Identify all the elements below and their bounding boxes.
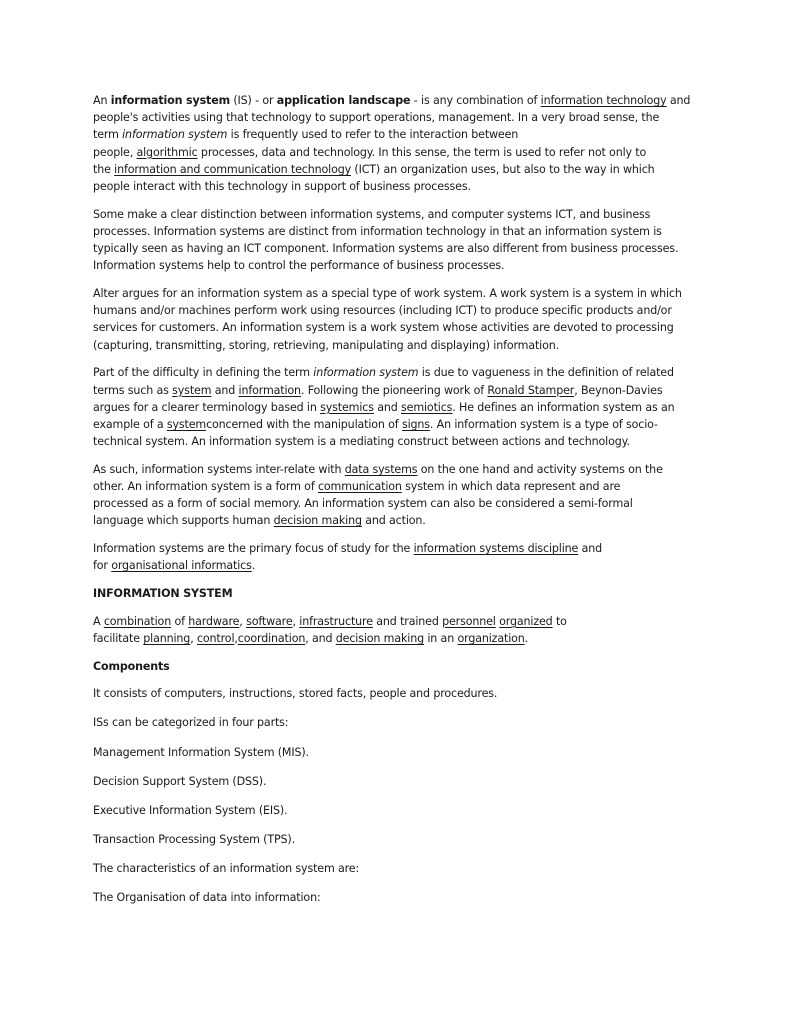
text-run: Some make a clear distinction between information systems, and computer systems ICT, and business [93,207,651,221]
bold-text: INFORMATION SYSTEM [93,587,233,601]
text-run: other. An information system is a form of [93,480,318,494]
hyperlink[interactable]: data systems [344,462,418,476]
text-run: typically seen as having an ICT component. Information systems are also different from business processes. [93,242,679,256]
bold-text: Components [93,659,170,673]
text-run: concerned with the manipulation of [206,417,402,431]
text-run: people interact with this technology in support of business processes. [93,180,471,194]
text-run: services for customers. An information system is a work system whose activities are devoted to processing [93,321,674,335]
hyperlink[interactable]: system [172,383,212,397]
hyperlink[interactable]: information [238,383,301,397]
text-line [93,399,711,416]
text-line [93,319,711,336]
text-line [93,540,711,557]
hyperlink[interactable]: hardware [188,614,240,628]
text-run: , and [305,631,336,645]
text-run: An [93,94,111,107]
text-run: . An information system is a type of socio- [429,417,658,431]
text-run: people, [93,145,137,159]
text-run: , [234,631,238,645]
text-run: and action. [361,514,426,528]
paragraph [93,285,711,354]
text-run: system in which data represent and are [401,480,621,494]
list-line: Decision Support System (DSS). [93,774,267,788]
text-run: (capturing, transmitting, storing, retrieving, manipulating and displaying) information. [93,338,560,352]
text-run: (ICT) an organization uses, but also to the way in which [351,162,655,176]
text-run: on the one hand and activity systems on the [417,462,663,476]
text-line [93,161,711,178]
hyperlink[interactable]: organized [499,614,553,628]
paragraph [93,92,711,195]
text-run: Alter argues for an information system as a special type of work system. A work system is a system in which [93,287,682,301]
text-line [93,658,711,675]
paragraph [93,461,711,530]
list-line: Management Information System (MIS). [93,745,309,759]
text-line [93,364,711,381]
text-line [93,461,711,478]
list-line: Transaction Processing System (TPS). [93,832,295,846]
text-run: . [251,559,256,573]
paragraph [93,206,711,275]
hyperlink[interactable]: information and communication technology [114,162,352,176]
text-run: in an [423,631,458,645]
list-line: It consists of computers, instructions, stored facts, people and procedures. [93,687,498,701]
text-run: A [93,614,104,628]
text-run: As such, information systems inter-relate with [93,462,345,476]
hyperlink[interactable]: systemics [320,400,374,414]
text-run: to [552,614,567,628]
text-run: (IS) - or [229,94,277,107]
text-run: terms such as [93,383,173,397]
text-run: of [171,614,189,628]
text-line [93,285,711,302]
text-run: technical system. An information system is a mediating construct between actions and technology. [93,435,630,449]
hyperlink[interactable]: system [166,417,207,431]
text-run: - is any combination of [410,94,541,107]
text-line [93,337,711,354]
hyperlink[interactable]: organisational informatics [111,559,252,573]
hyperlink[interactable]: planning [143,631,191,645]
text-run: example of a [93,417,167,431]
text-line [93,613,711,630]
hyperlink[interactable]: coordination [237,631,306,645]
text-line [93,585,711,602]
hyperlink[interactable]: decision making [335,631,424,645]
paragraph [93,585,711,602]
bold-text: application landscape [276,94,411,107]
text-run: term [93,128,123,142]
text-line [93,382,711,399]
list-line: The characteristics of an information system are: [93,861,360,875]
text-run: is frequently used to refer to the interaction between [227,128,519,142]
hyperlink[interactable]: semiotics [401,400,453,414]
list-line: The Organisation of data into information: [93,891,321,905]
hyperlink[interactable]: communication [317,480,402,494]
text-line [93,630,711,647]
text-line [93,512,711,529]
document-body [93,92,711,675]
text-line [93,257,711,274]
text-run: and trained [372,614,443,628]
hyperlink[interactable]: information technology [540,94,667,107]
text-run: and [373,400,402,414]
hyperlink[interactable]: organization [457,631,525,645]
text-run: Information systems are the primary focus of study for the [93,542,414,556]
text-run: the [93,162,115,176]
text-run: argues for a clearer terminology based in [93,400,321,414]
text-line [93,302,711,319]
hyperlink[interactable]: signs [401,417,430,431]
paragraph [93,613,711,647]
text-line [93,223,711,240]
text-run: and [578,542,603,556]
text-run: . He defines an information system as an [452,400,675,414]
paragraph [93,364,711,450]
text-run: Part of the difficulty in defining the term [93,366,314,380]
hyperlink[interactable]: infrastructure [299,614,373,628]
text-run: processes, data and technology. In this sense, the term is used to refer not only to [197,145,647,159]
text-run: . [524,631,529,645]
hyperlink[interactable]: control [196,631,235,645]
text-line [93,433,711,450]
hyperlink[interactable]: algorithmic [136,145,198,159]
text-run: processes. Information systems are distinct from information technology in that an information system is [93,224,662,238]
bold-text: information system [110,94,230,107]
text-line [93,92,711,109]
text-run: and [211,383,239,397]
hyperlink[interactable]: software [246,614,293,628]
hyperlink[interactable]: Ronald Stamper [487,383,575,397]
text-line [93,178,711,195]
text-line [93,144,711,161]
hyperlink[interactable]: personnel [442,614,496,628]
text-run: Information systems help to control the performance of business processes. [93,259,505,273]
text-line [93,109,711,126]
text-line [93,557,711,574]
text-run: , [292,614,300,628]
list-line: Executive Information System (EIS). [93,803,288,817]
document-list [93,685,711,906]
text-run: for [93,559,112,573]
hyperlink[interactable]: combination [103,614,172,628]
text-run: , Beynon-Davies [574,383,663,397]
text-run: facilitate [93,631,144,645]
text-run: humans and/or machines perform work using resources (including ICT) to produce specific products and/or [93,304,672,318]
text-run: and [666,94,691,107]
text-line [93,416,711,433]
list-line: ISs can be categorized in four parts: [93,716,289,730]
text-run: , [190,631,197,645]
text-line [93,206,711,223]
text-run: processed as a form of social memory. An information system can also be considered a semi-formal [93,497,633,511]
text-run: , [239,614,247,628]
text-run: . Following the pioneering work of [300,383,488,397]
text-run: people's activities using that technology to support operations, management. In a very broad sense, the [93,111,660,125]
document-page [93,92,711,918]
italic-text: information system [122,128,228,142]
paragraph [93,658,711,675]
text-line [93,495,711,512]
text-line [93,126,711,143]
italic-text: information system [313,366,419,380]
text-run: language which supports human [93,514,274,528]
text-line [93,478,711,495]
text-line [93,240,711,257]
hyperlink[interactable]: decision making [273,514,362,528]
text-run: is due to vagueness in the definition of related [418,366,674,380]
paragraph [93,540,711,574]
hyperlink[interactable]: information systems discipline [413,542,579,556]
